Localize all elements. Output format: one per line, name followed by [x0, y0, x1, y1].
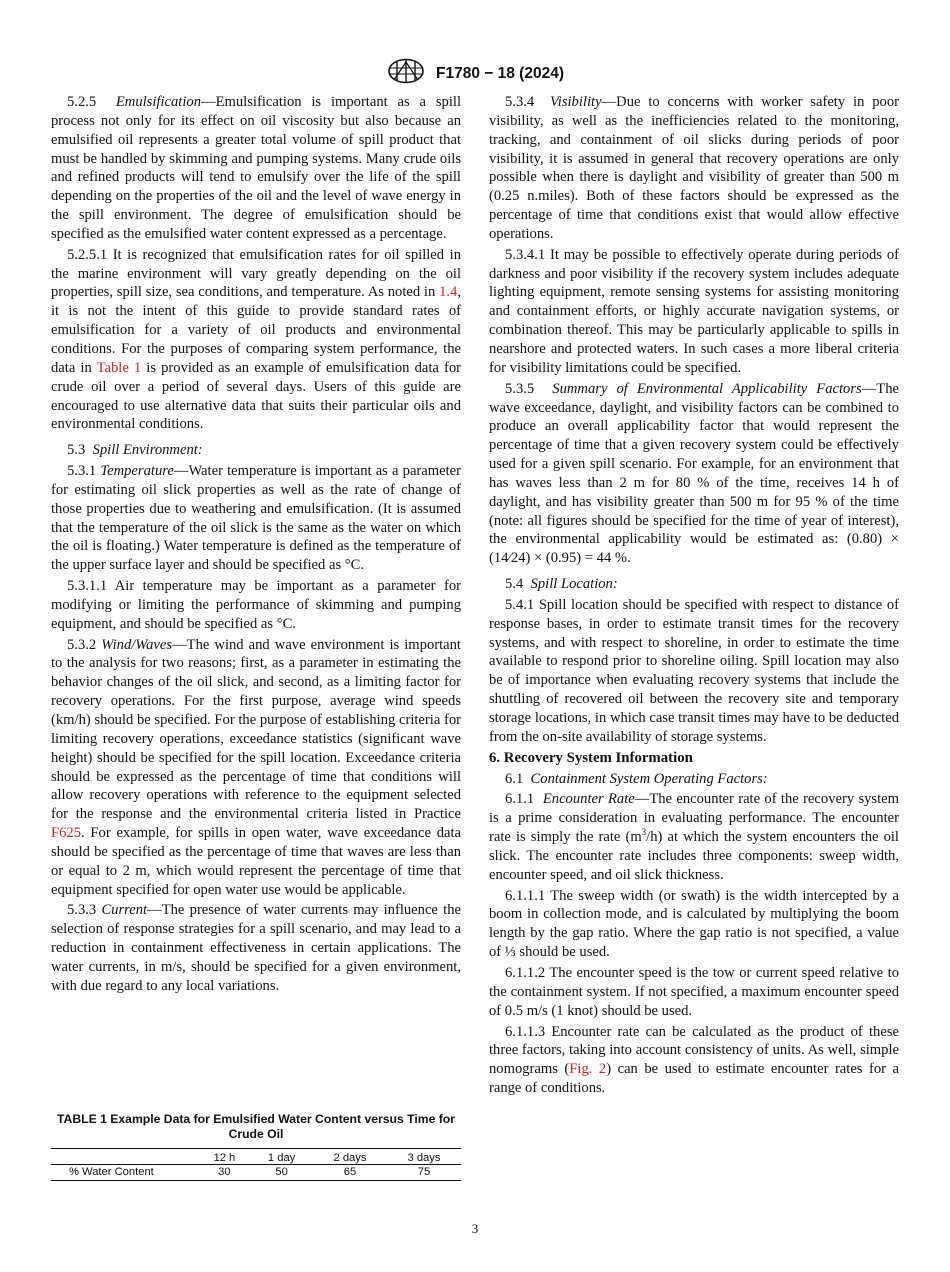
- paragraph-5-3-1-1: 5.3.1.1 Air temperature may be important as a parameter for modifying or limiting the performance of skimming and pumping equipment, and should be specified as °C.: [51, 578, 461, 632]
- table-1-grid: [51, 1148, 461, 1181]
- astm-logo-icon: [386, 58, 426, 89]
- heading-5-3: 5.3 Spill Environment:: [67, 442, 203, 459]
- left-column: [51, 93, 461, 998]
- paragraph-5-2-5-1: 5.2.5.1 It is recognized that emulsification rates for oil spilled in the marine environment will vary greatly depending on the oil properties, spill size, sea conditions, and temperature. As noted in 1.4, it is not the intent of this guide to provide standard rates of emulsification for a variety of oil products and environmental conditions. For the purposes of comparing system performance, the data in Table 1 is provided as an example of emulsification data for crude oil over a period of several days. Users of this guide are encouraged to use alternative data that suits their particular oils and environmental conditions.: [51, 246, 461, 433]
- paragraph-5-2-5: 5.2.5 Emulsification—Emulsification is important as a spill process not only for its effect on oil viscosity but also because an emulsified oil represents a greater total volume of spill product that must be handled by skimming and pumping systems. Many crude oils and refined products will tend to emulsify over the life of the spill depending on the properties of the oil and the level of wave energy in the spill environment. The degree of emulsification should be specified as the emulsified water content expressed as a percentage.: [51, 94, 461, 242]
- paragraph-5-3-3: 5.3.3 Current—The presence of water currents may influence the selection of response strategies for a spill scenario, and may lead to a reduction in containment effectiveness in certain applications. The water currents, in m/s, should be specified for a given environment, with due regard to any local variations.: [51, 902, 461, 994]
- right-column: [489, 93, 899, 1100]
- page-header: [0, 58, 950, 89]
- table-header-cell: 1 day: [250, 1149, 313, 1165]
- paragraph-5-3-4: 5.3.4 Visibility—Due to concerns with worker safety in poor visibility, as well as the inefficiencies related to the monitoring, tracking, and containment of oil slicks during periods of poor visibility, it is assumed in general that recovery operations are only possible when there is daylight and visibility of greater than 500 m (0.25 n.miles). Both of these factors should be expressed as the percentage of time that conditions exist that would allow effective operations.: [489, 94, 900, 242]
- paragraph-5-3-5: 5.3.5 Summary of Environmental Applicability Factors—The wave exceedance, daylight, and visibility factors can be combined to produce an overall applicability factor that would represent the percentage of time that a given recovery system could be effectively used for a given spill scenario. For example, for an environment that has waves less than 2 m for 80 % of the time, receives 14 h of daylight, and has visibility greater than 500 m for 95 % of the time (note: all figures should be specified for the time of year of interest), the environmental applicability would be estimated as: (0.80) × (14⁄24) × (0.95) = 44 %.: [489, 380, 899, 567]
- ref-table-1-link[interactable]: Table 1: [96, 359, 142, 376]
- table-1: [51, 1112, 461, 1181]
- table-header-cell: 3 days: [387, 1149, 461, 1165]
- table-header-row: [51, 1149, 461, 1165]
- paragraph-5-4-1: 5.4.1 Spill location should be specified with respect to distance of response bases, in order to estimate transit times for the recovery systems, and with respect to shoreline, in order to estimate the time available to respond prior to shoreline oiling. Spill location may also be of importance when evaluating recovery systems that include the shuttling of recovered oil between the recovery site and temporary storage locations, in which case transit times may have to be deducted from the on-site availability of storage systems.: [489, 596, 899, 745]
- paragraph-5-3-2: 5.3.2 Wind/Waves—The wind and wave environment is important to the analysis for two reasons; first, as a parameter in estimating the behavior changes of the oil slick, and second, as a limiting factor for recovery operations. For the first purpose, average wind speeds (km/h) should be specified. For the purpose of establishing criteria for limiting recovery operations, exceedance statistics (significant wave height) should be specified for the spill location. Exceedance criteria should be expressed as the percentage of time that conditions will allow recovery operations with reference to the equipment selected for the response and the environmental criteria listed in Practice F625. For example, for spills in open water, wave exceedance data should be specified as the percentage of time that waves are less than or equal to 2 m, which would represent the percentage of time that equipment specified for open water use would be applicable.: [51, 636, 461, 898]
- table-cell: 75: [387, 1165, 461, 1181]
- standard-designation: F1780 − 18 (2024): [436, 64, 564, 82]
- paragraph-5-3-4-1: 5.3.4.1 It may be possible to effectively operate during periods of darkness and poor visibility if the recovery system includes adequate lighting equipment, remote sensing systems for assisting monitoring and containment efforts, or highly accurate navigation systems, or combination thereof. This may be particularly applicable to spills in nearshore and protected waters. In such cases a more liberal criteria for visibility limitations could be specified.: [489, 246, 899, 376]
- table-cell: % Water Content: [51, 1165, 199, 1181]
- ref-f625-link[interactable]: F625: [51, 825, 82, 842]
- section-6-heading: 6. Recovery System Information: [489, 749, 693, 766]
- heading-6-1: 6.1 Containment System Operating Factors:: [505, 770, 768, 787]
- paragraph-6-1-1-3: 6.1.1.3 Encounter rate can be calculated as the product of these three factors, taking into account consistency of units. As well, simple nomograms (Fig. 2) can be used to estimate encounter rates for a range of conditions.: [489, 1023, 900, 1097]
- page-number: 3: [471, 1221, 479, 1236]
- table-1-caption: TABLE 1 Example Data for Emulsified Water Content versus Time for Crude Oil: [57, 1112, 455, 1141]
- table-header-cell: [51, 1149, 199, 1165]
- table-header-cell: 12 h: [199, 1149, 251, 1165]
- ref-fig-2-link[interactable]: Fig. 2: [569, 1061, 607, 1078]
- table-cell: 30: [199, 1165, 251, 1181]
- paragraph-6-1-1: 6.1.1 Encounter Rate—The encounter rate of the recovery system is a prime consideration in evaluating performance. The encounter rate is simply the rate $(m^3/h)$ at which the system encounters the oil slick. The encounter rate includes three components: sweep width, encounter speed, and oil slick thickness.: [489, 791, 899, 883]
- table-cell: 50: [250, 1165, 313, 1181]
- paragraph-5-3-1: 5.3.1 Temperature—Water temperature is important as a parameter for estimating oil slick properties as well as the rate of change of those properties due to weathering and emulsification. (It is assumed that the temperature of the oil slick is the same as the water on which the oil is floating.) Water temperature is defined as the temperature of the upper surface layer and should be specified as °C.: [51, 463, 461, 574]
- table-row: [51, 1165, 461, 1181]
- paragraph-6-1-1-2: 6.1.1.2 The encounter speed is the tow or current speed relative to the containment system. If not specified, a maximum encounter speed of 0.5 m/s (1 knot) should be used.: [489, 964, 899, 1019]
- table-cell: 65: [313, 1165, 387, 1181]
- table-header-cell: 2 days: [313, 1149, 387, 1165]
- ref-1-4-link[interactable]: 1.4: [439, 284, 458, 301]
- heading-5-4: 5.4 Spill Location:: [505, 576, 618, 593]
- paragraph-6-1-1-1: 6.1.1.1 The sweep width (or swath) is the width intercepted by a boom in collection mode, and is calculated by multiplying the boom length by the gap ratio. Where the gap ratio is not specified, a value of ⅓ should be used.: [489, 887, 899, 961]
